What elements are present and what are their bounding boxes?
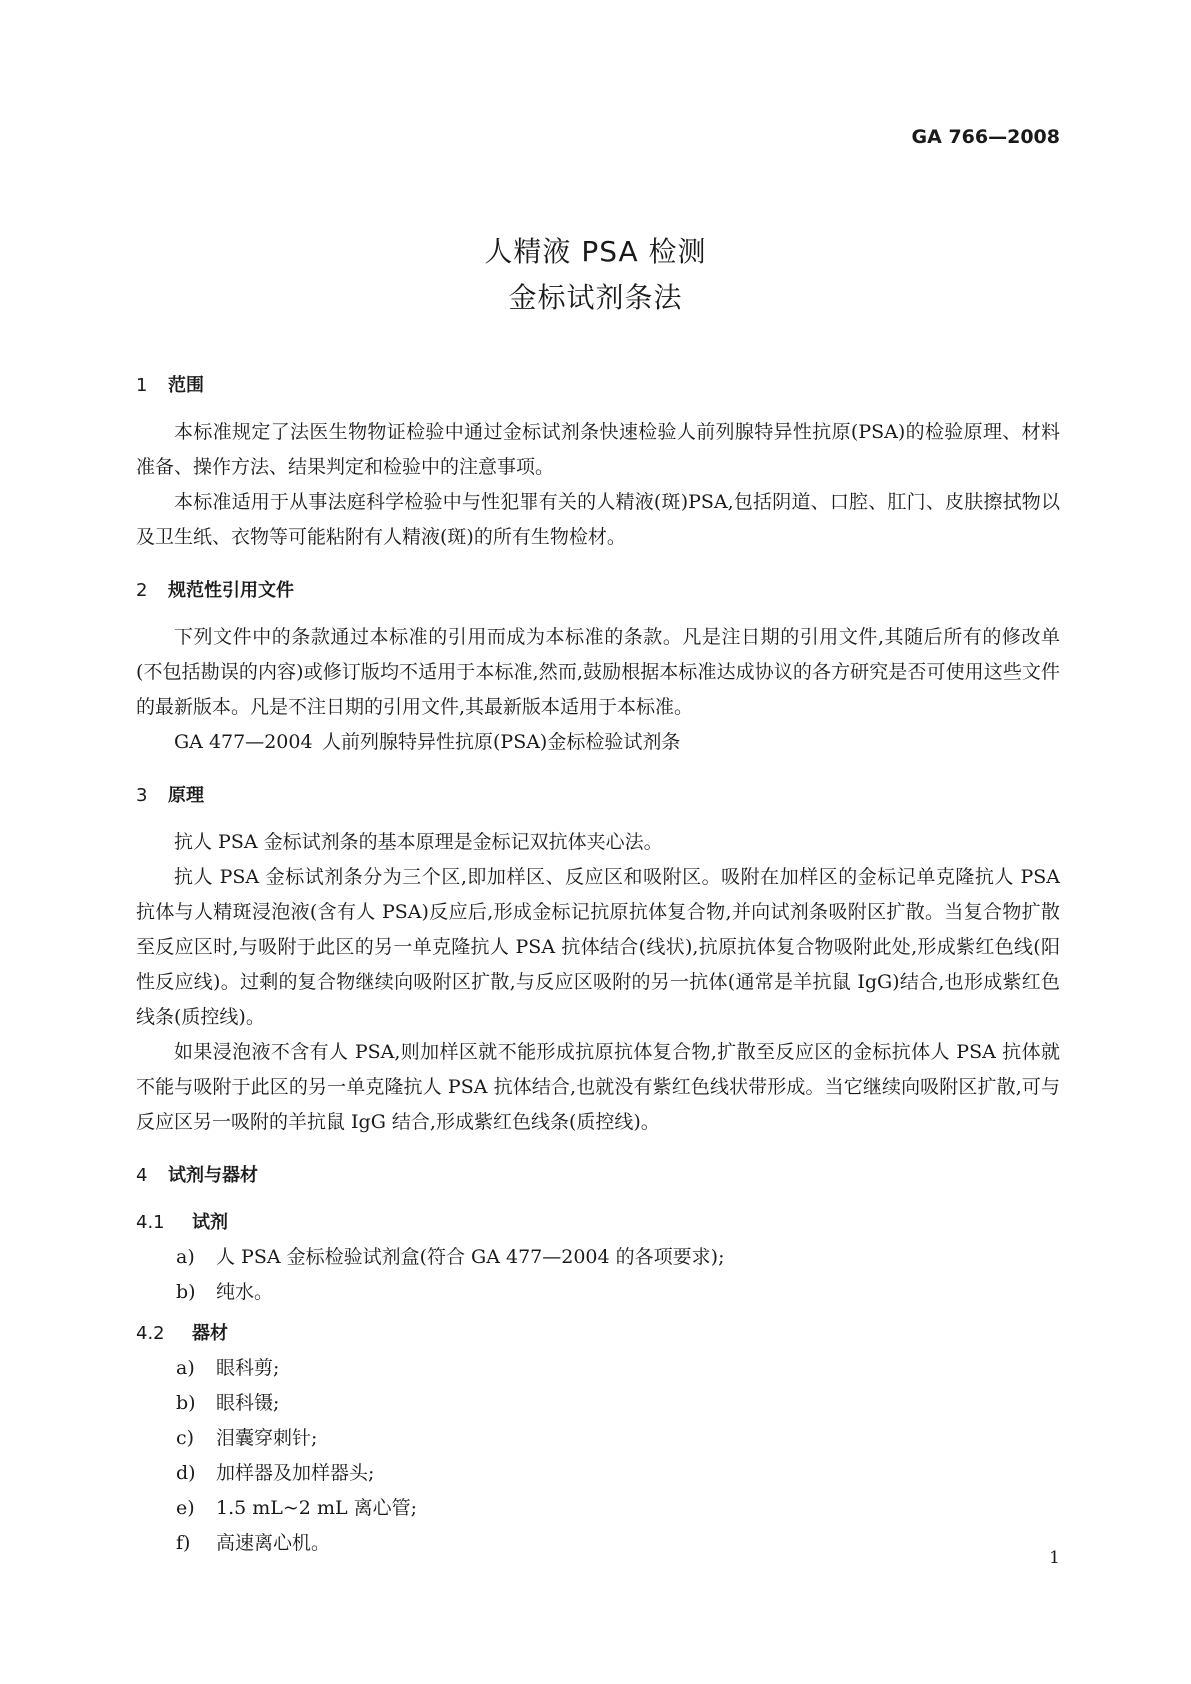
- reagent-list: [136, 1240, 1060, 1310]
- list-marker: e): [176, 1497, 195, 1519]
- subsection-number: 4.1: [136, 1212, 165, 1233]
- list-marker: f): [176, 1532, 191, 1554]
- list-item-text: 1.5 mL~2 mL 离心管;: [216, 1497, 418, 1519]
- section-title: 范围: [168, 375, 204, 396]
- paragraph: 下列文件中的条款通过本标准的引用而成为本标准的条款。凡是注日期的引用文件,其随后所有的修改单(不包括勘误的内容)或修订版均不适用于本标准,然而,鼓励根据本标准达成协议的各方研究是否可使用这些文件的最新版本。凡是不注日期的引用文件,其最新版本适用于本标准。: [136, 626, 1060, 718]
- subsection-number: 4.2: [136, 1323, 165, 1344]
- section-title: 原理: [168, 785, 204, 806]
- list-item-text: 加样器及加样器头;: [216, 1462, 375, 1484]
- list-marker: c): [176, 1427, 195, 1449]
- list-item: [136, 1351, 1060, 1386]
- list-item-text: 眼科镊;: [216, 1392, 280, 1414]
- section-number: 2: [136, 580, 148, 601]
- page-number: 1: [1049, 1548, 1060, 1568]
- subsection-heading-reagents: [136, 1205, 1060, 1240]
- list-marker: d): [176, 1462, 196, 1484]
- subsection-heading-equipment: [136, 1316, 1060, 1351]
- list-marker: b): [176, 1392, 196, 1414]
- paragraph: 本标准规定了法医生物物证检验中通过金标试剂条快速检验人前列腺特异性抗原(PSA)的检验原理、材料准备、操作方法、结果判定和检验中的注意事项。: [136, 421, 1060, 478]
- paragraph: 抗人 PSA 金标试剂条的基本原理是金标记双抗体夹心法。: [174, 831, 663, 853]
- paragraph: 抗人 PSA 金标试剂条分为三个区,即加样区、反应区和吸附区。吸附在加样区的金标记单克隆抗人 PSA 抗体与人精斑浸泡液(含有人 PSA)反应后,形成金标记抗原抗体复合物,并向试剂条吸附区扩散。当复合物扩散至反应区时,与吸附于此区的另一单克隆抗人 PSA 抗体结合(线状),抗原抗体复合物吸附此处,形成紫红色线(阳性反应线)。过剩的复合物继续向吸附区扩散,与反应区吸附的另一抗体(通常是羊抗鼠 IgG)结合,也形成紫红色线条(质控线)。: [136, 866, 1060, 1028]
- reference-code: GA 477—2004: [174, 731, 313, 753]
- reference-title: 人前列腺特异性抗原(PSA)金标检验试剂条: [322, 731, 681, 753]
- paragraph: 如果浸泡液不含有人 PSA,则加样区就不能形成抗原抗体复合物,扩散至反应区的金标抗体人 PSA 抗体就不能与吸附于此区的另一单克隆抗人 PSA 抗体结合,也就没有紫红色线状带形成。当它继续向吸附区扩散,可与反应区另一吸附的羊抗鼠 IgG 结合,形成紫红色线条(质控线)。: [136, 1041, 1060, 1133]
- list-marker: a): [176, 1357, 195, 1379]
- section-heading-normative-references: [136, 573, 1060, 608]
- list-item: [136, 1240, 1060, 1275]
- standard-number: GA 766—2008: [911, 126, 1060, 148]
- list-item: [136, 1421, 1060, 1456]
- list-item-text: 人 PSA 金标检验试剂盒(符合 GA 477—2004 的各项要求);: [216, 1246, 725, 1268]
- document-title-line2: 金标试剂条法: [508, 281, 683, 314]
- list-item: [136, 1386, 1060, 1421]
- subsection-title: 试剂: [192, 1212, 228, 1233]
- paragraph: 本标准适用于从事法庭科学检验中与性犯罪有关的人精液(斑)PSA,包括阴道、口腔、肛门、皮肤擦拭物以及卫生纸、衣物等可能粘附有人精液(斑)的所有生物检材。: [136, 491, 1060, 548]
- list-marker: b): [176, 1281, 196, 1303]
- section-number: 1: [136, 375, 148, 396]
- list-item-text: 高速离心机。: [216, 1532, 331, 1554]
- reference-entry: [136, 725, 1060, 760]
- section-heading-scope: [136, 368, 1060, 403]
- document-title-line1: 人精液 PSA 检测: [484, 235, 707, 268]
- list-item: [136, 1526, 1060, 1561]
- list-item-text: 纯水。: [216, 1281, 274, 1303]
- equipment-list: [136, 1351, 1060, 1561]
- list-item: [136, 1275, 1060, 1310]
- list-item-text: 泪囊穿刺针;: [216, 1427, 318, 1449]
- list-item: [136, 1491, 1060, 1526]
- list-item-text: 眼科剪;: [216, 1357, 280, 1379]
- subsection-title: 器材: [192, 1323, 228, 1344]
- section-number: 4: [136, 1165, 148, 1186]
- list-marker: a): [176, 1246, 195, 1268]
- section-heading-principle: [136, 778, 1060, 813]
- section-number: 3: [136, 785, 148, 806]
- section-title: 规范性引用文件: [168, 580, 294, 601]
- section-heading-reagents-equipment: [136, 1158, 1060, 1193]
- section-title: 试剂与器材: [168, 1165, 258, 1186]
- document-body: [136, 368, 1060, 1561]
- list-item: [136, 1456, 1060, 1491]
